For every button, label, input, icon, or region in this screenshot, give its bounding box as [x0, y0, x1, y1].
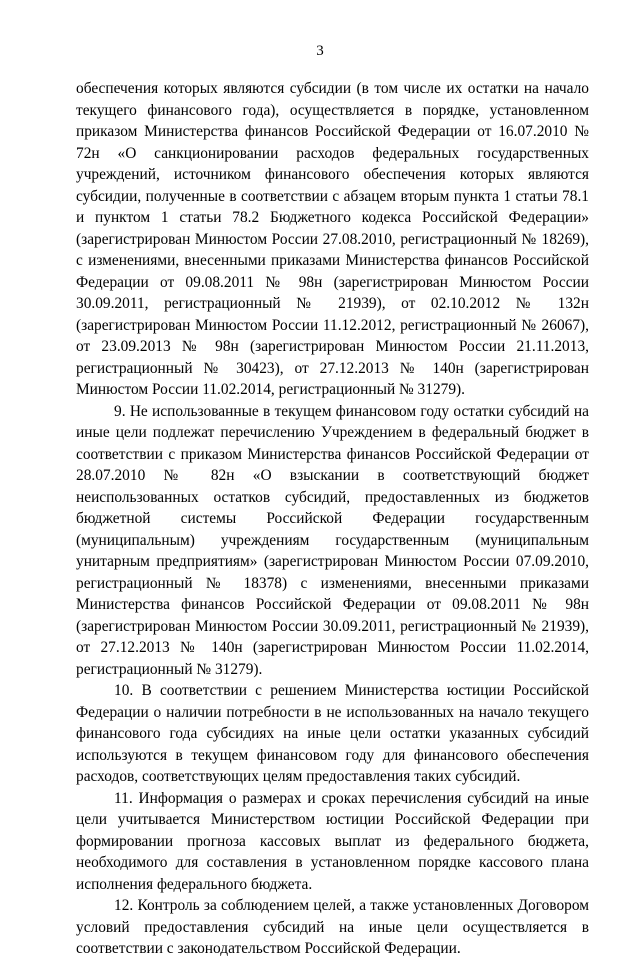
paragraph-11: 11. Информация о размерах и сроках перечисления субсидий на иные цели учитывается Министерством юстиции Российской Федерации при формировании прогноза кассовых выплат из федерального бюджета, необходимого для составления в установленном порядке кассового плана исполнения федерального бюджета. — [76, 789, 589, 893]
document-body — [76, 78, 589, 960]
paragraph-9: 9. Не использованные в текущем финансовом году остатки субсидий на иные цели подлежат перечислению Учреждением в федеральный бюджет в соответствии с приказом Министерства финансов Российской Федерации от 28.07.2010 № 82н «О взыскании в соответствующий бюджет неиспользованных остатков субсидий, предоставленных из бюджетов бюджетной системы Российской Федерации государственным (муниципальным) учреждениям государственным (муниципальным унитарным предприятиям» (зарегистрирован Минюстом России 07.09.2010, регистрационный № 18378) с изменениями, внесенными приказами Министерства финансов Российской Федерации от 09.08.2011 № 98н (зарегистрирован Минюстом России 30.09.2011, регистрационный № 21939), от 27.12.2013 № 140н (зарегистрирован Минюстом России 11.02.2014, регистрационный № 31279). — [76, 402, 589, 678]
paragraph-12: 12. Контроль за соблюдением целей, а также установленных Договором условий предоставления субсидий на иные цели осуществляется в соответствии с законодательством Российской Федерации. — [76, 897, 589, 957]
paragraph-10: 10. В соответствии с решением Министерства юстиции Российской Федерации о наличии потребности в не использованных на начало текущего финансового года субсидиях на иные цели остатки указанных субсидий используются в текущем финансовом году для финансового обеспечения расходов, соответствующих целям предоставления таких субсидий. — [76, 682, 589, 785]
paragraph-continuation: обеспечения которых являются субсидии (в том числе их остатки на начало текущего финансового года), осуществляется в порядке, установленном приказом Министерства финансов Российской Федерации от 16.07.2010 № 72н «О санкционировании расходов федеральных государственных учреждений, источником финансового обеспечения которых являются субсидии, полученные в соответствии с абзацем вторым пункта 1 статьи 78.1 и пунктом 1 статьи 78.2 Бюджетного кодекса Российской Федерации» (зарегистрирован Минюстом России 27.08.2010, регистрационный № 18269), с изменениями, внесенными приказами Министерства финансов Российской Федерации от 09.08.2011 № 98н (зарегистрирован Минюстом России 30.09.2011, регистрационный № 21939), от 02.10.2012 № 132н (зарегистрирован Минюстом России 11.12.2012, регистрационный № 26067), от 23.09.2013 № 98н (зарегистрирован Минюстом России 21.11.2013, регистрационный № 30423), от 27.12.2013 № 140н (зарегистрирован Минюстом России 11.02.2014, регистрационный № 31279). — [76, 80, 589, 398]
page-number: 3 — [316, 43, 324, 59]
